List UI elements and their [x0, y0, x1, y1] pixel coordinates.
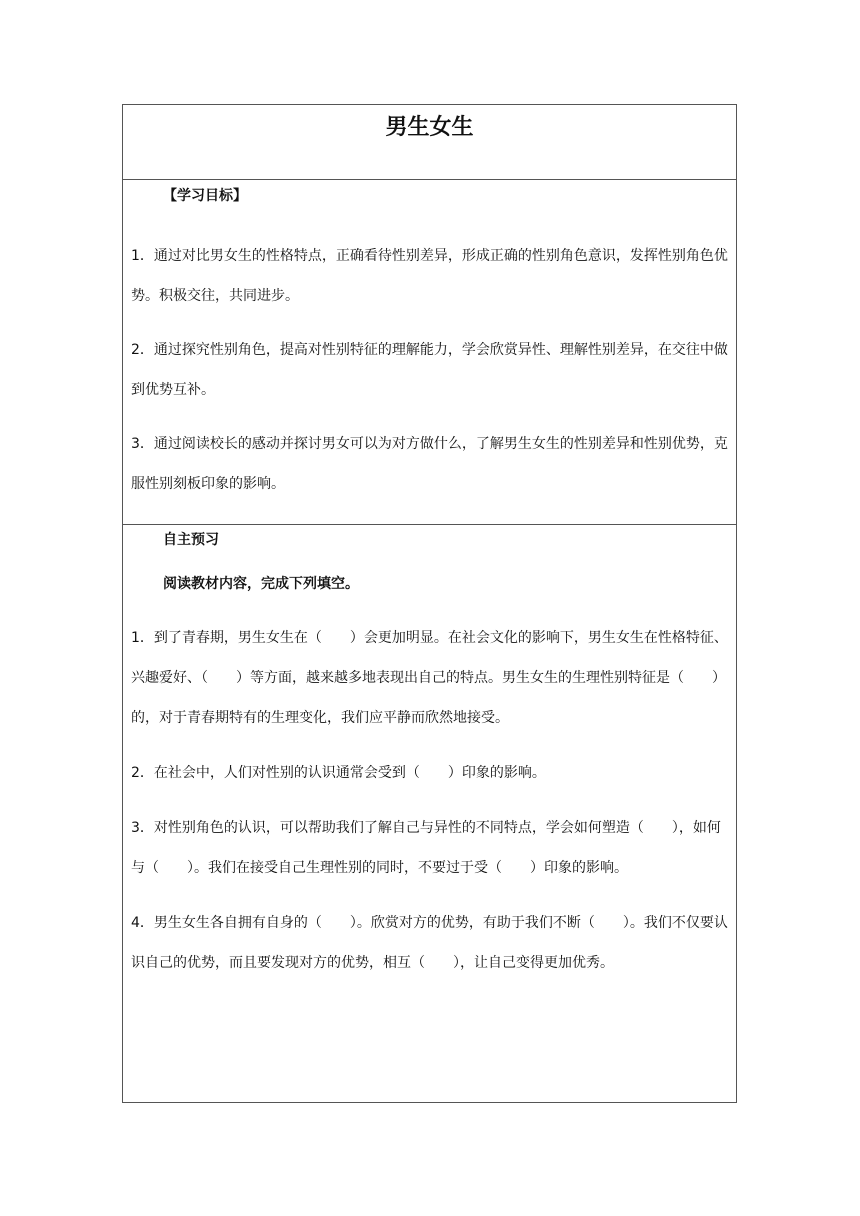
preview-heading: 自主预习 — [163, 532, 219, 548]
fill-in-item: 2．在社会中，人们对性别的认识通常会受到（ ）印象的影响。 — [131, 765, 546, 781]
worksheet-table — [122, 104, 737, 1103]
title-cell — [123, 105, 736, 180]
objective-item: 2．通过探究性别角色，提高对性别特征的理解能力，学会欣赏异性、理解性别差异，在交往中做到优势互补。 — [131, 342, 728, 398]
fill-in-item: 4．男生女生各自拥有自身的（ ）。欣赏对方的优势，有助于我们不断（ ）。我们不仅要认识自己的优势，而且要发现对方的优势，相互（ ），让自己变得更加优秀。 — [131, 915, 728, 971]
self-preview-cell — [123, 525, 736, 1102]
objective-item: 3．通过阅读校长的感动并探讨男女可以为对方做什么，了解男生女生的性别差异和性别优势，克服性别刻板印象的影响。 — [131, 436, 728, 492]
page-title: 男生女生 — [385, 115, 474, 140]
objective-item: 1．通过对比男女生的性格特点，正确看待性别差异，形成正确的性别角色意识，发挥性别角色优势。积极交往，共同进步。 — [131, 248, 728, 304]
fill-in-item: 1．到了青春期，男生女生在（ ）会更加明显。在社会文化的影响下，男生女生在性格特征、兴趣爱好、（ ）等方面，越来越多地表现出自己的特点。男生女生的生理性别特征是（ ）的，对于青春期特有的生理变化，我们应平静而欣然地接受。 — [131, 630, 728, 726]
objectives-heading: 【学习目标】 — [163, 188, 247, 204]
fill-in-item: 3．对性别角色的认识，可以帮助我们了解自己与异性的不同特点，学会如何塑造（ ），如何与（ ）。我们在接受自己生理性别的同时，不要过于受（ ）印象的影响。 — [131, 820, 721, 876]
learning-objectives-cell — [123, 180, 736, 525]
fill-in-list — [131, 618, 728, 983]
preview-instruction: 阅读教材内容，完成下列填空。 — [163, 576, 359, 592]
objectives-list — [131, 236, 728, 504]
